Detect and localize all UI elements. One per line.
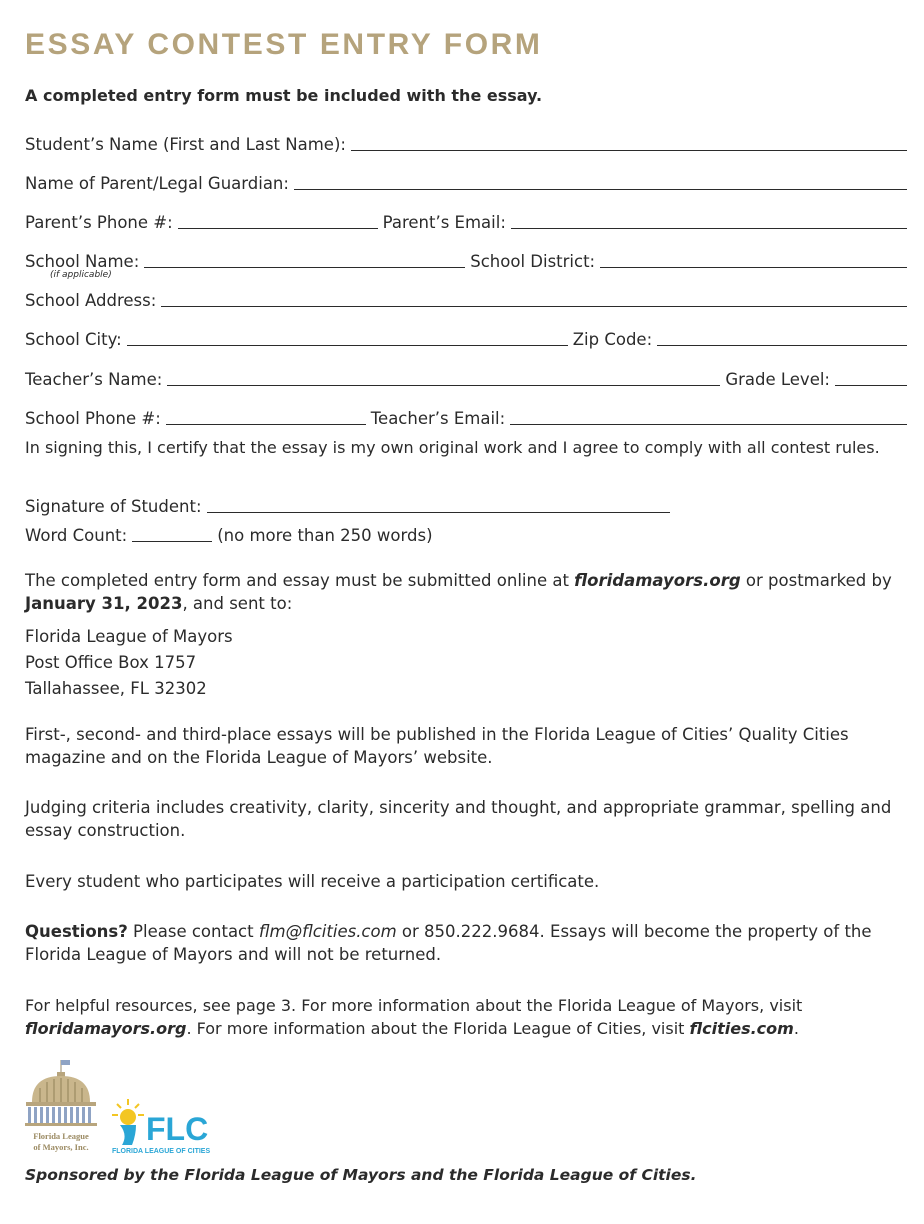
parent-phone-field[interactable] [178, 214, 378, 229]
zip-code-label: Zip Code: [572, 330, 653, 349]
school-city-label: School City: [25, 330, 122, 349]
sponsor-text: Sponsored by the Florida League of Mayors and the Florida League of Cities. [25, 1166, 697, 1184]
school-city-row [25, 327, 907, 349]
word-count-row [25, 523, 445, 545]
teacher-name-field[interactable] [167, 371, 720, 386]
questions-text [25, 920, 885, 966]
school-district-field[interactable] [600, 253, 907, 268]
published-text: First-, second- and third-place essays will be published in the Florida League of Cities’ Quality Cities magazine and on the Florida League of Mayors’ website. [25, 725, 849, 767]
grade-level-field[interactable] [835, 371, 907, 386]
flc-site-link[interactable]: flcities.com [689, 1019, 794, 1038]
school-phone-label: School Phone #: [25, 409, 161, 428]
teacher-email-label: Teacher’s Email: [370, 409, 506, 428]
address-line-2: Post Office Box 1757 [25, 653, 197, 672]
address-line-1: Florida League of Mayors [25, 627, 233, 646]
resources-text-1: For helpful resources, see page 3. For more information about the Florida League of Mayors, visit [25, 996, 803, 1015]
school-name-label: School Name: [25, 252, 140, 271]
school-district-label: School District: [470, 252, 596, 271]
submission-text [25, 569, 895, 615]
student-name-row [25, 132, 907, 154]
flm-site-link[interactable]: floridamayors.org [25, 1019, 187, 1038]
word-count-label: Word Count: [25, 526, 128, 545]
parent-email-label: Parent’s Email: [382, 213, 506, 232]
resources-text-2: . For more information about the Florida League of Cities, visit [186, 1019, 690, 1038]
student-name-field[interactable] [351, 136, 907, 151]
intro-text: A completed entry form must be included with the essay. [25, 86, 543, 105]
signature-row [25, 494, 670, 516]
school-name-field[interactable] [144, 253, 465, 268]
school-address-row [25, 288, 907, 310]
certificate-text: Every student who participates will receive a participation certificate. [25, 872, 600, 891]
school-address-field[interactable] [161, 292, 907, 307]
parent-name-row [25, 171, 907, 193]
deadline: January 31, 2023 [25, 594, 183, 613]
flc-logo-mark: FLC [146, 1111, 209, 1147]
teacher-email-field[interactable] [510, 410, 907, 425]
school-row [25, 249, 907, 271]
parent-contact-row [25, 210, 907, 232]
mailing-address [25, 624, 233, 702]
questions-text-1: Please contact [127, 922, 259, 941]
questions-text-2: or 850.222.9684. Essays will become the property of the Florida League of Mayors and will not be returned. [25, 922, 872, 964]
school-name-note: (if applicable) [50, 270, 112, 280]
contact-email-link[interactable]: flm@flcities.com [258, 922, 397, 941]
grade-level-label: Grade Level: [725, 370, 830, 389]
flm-logo [22, 1058, 100, 1158]
teacher-name-label: Teacher’s Name: [25, 370, 163, 389]
form-title: ESSAY CONTEST ENTRY FORM [25, 28, 543, 61]
resources-text [25, 994, 905, 1040]
judging-text: Judging criteria includes creativity, clarity, sincerity and thought, and appropriate grammar, spelling and essay construction. [25, 798, 892, 840]
parent-email-field[interactable] [511, 214, 907, 229]
signature-label: Signature of Student: [25, 497, 202, 516]
certify-text: In signing this, I certify that the essay is my own original work and I agree to comply with all contest rules. [25, 438, 880, 457]
flm-logo-line-1: Florida League [33, 1131, 89, 1141]
parent-name-label: Name of Parent/Legal Guardian: [25, 174, 289, 193]
submission-text-3: , and sent to: [182, 594, 293, 613]
resources-text-3: . [793, 1019, 799, 1038]
teacher-row [25, 367, 907, 389]
zip-code-field[interactable] [657, 331, 907, 346]
student-name-label: Student’s Name (First and Last Name): [25, 135, 346, 154]
questions-label: Questions? [25, 922, 128, 941]
signature-field[interactable] [207, 498, 670, 513]
submission-text-2: or postmarked by [740, 571, 892, 590]
school-phone-row [25, 406, 907, 428]
word-count-note: (no more than 250 words) [217, 526, 433, 545]
word-count-field[interactable] [132, 527, 212, 542]
address-line-3: Tallahassee, FL 32302 [25, 679, 207, 698]
parent-name-field[interactable] [294, 175, 907, 190]
flc-logo-sub: FLORIDA LEAGUE OF CITIES [112, 1148, 211, 1155]
school-address-label: School Address: [25, 291, 157, 310]
school-city-field[interactable] [127, 331, 568, 346]
submission-site-link[interactable]: floridamayors.org [574, 571, 741, 590]
submission-text-1: The completed entry form and essay must be submitted online at [25, 571, 575, 590]
flm-logo-line-2: of Mayors, Inc. [33, 1142, 89, 1152]
parent-phone-label: Parent’s Phone #: [25, 213, 173, 232]
flc-logo [108, 1095, 233, 1157]
school-phone-field[interactable] [166, 410, 366, 425]
